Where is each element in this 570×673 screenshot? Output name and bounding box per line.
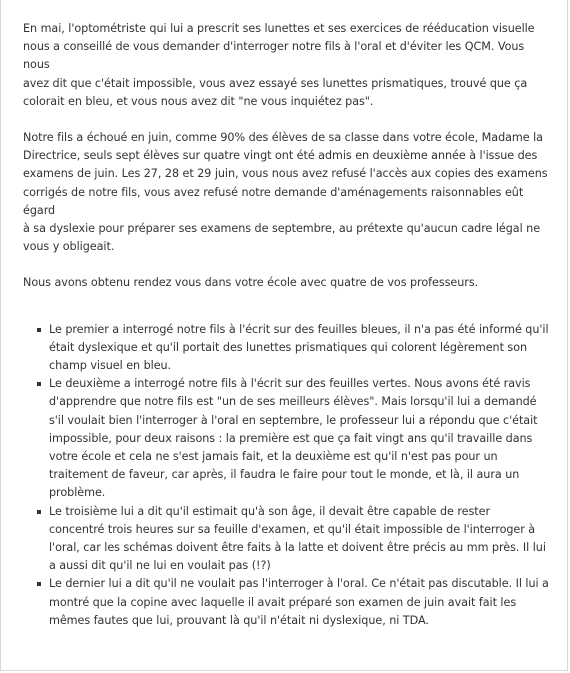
bullet-icon <box>37 382 41 386</box>
list-item <box>23 321 551 376</box>
list-item <box>23 503 551 576</box>
paragraph-optometrist: En mai, l'optométriste qui lui a prescrit ses lunettes et ses exercices de rééducation visuelle nous a conseillé de vous demander d'interroger notre fils à l'oral et d'éviter les QCM. Vous nous avez dit que c'était impossible, vous avez essayé ses lunettes prismatiques, trouvé que ça colorait en bleu, et vous nous avez dit "ne vous inquiétez pas". <box>23 22 535 108</box>
bullet-icon <box>37 328 41 332</box>
professors-list <box>23 321 551 630</box>
list-item <box>23 575 551 630</box>
bullet-icon <box>37 582 41 586</box>
list-item-text: Le troisième lui a dit qu'il estimait qu'à son âge, il devait être capable de rester concentré trois heures sur sa feuille d'examen, et qu'il était impossible de l'interroger à l'oral, car les schémas doivent être faits à la latte et doivent être précis au mm près. Il lui a aussi dit qu'il ne lui en voulait pas (!?) <box>49 504 546 573</box>
list-item-text: Le dernier lui a dit qu'il ne voulait pas l'interroger à l'oral. Ce n'était pas discutable. Il lui a montré que la copine avec laquelle il avait préparé son examen de juin avait fait les mêmes fautes que lui, prouvant là qu'il n'était ni dyslexique, ni TDA. <box>49 577 549 627</box>
letter-body <box>23 20 551 630</box>
list-item-text: Le deuxième a interrogé notre fils à l'écrit sur des feuilles vertes. Nous avons été ravis d'apprendre que notre fils est "un de ses meilleurs élèves". Mais lorsqu'il lui a demandé s'il voulait bien l'interroger à l'oral en septembre, le professeur lui a répondu que c'était impossible, pour deux raisons : la première est que ça fait vingt ans qu'il travaille dans votre école et cela ne s'est jamais fait, et la deuxième est qu'il n'est pas pour un traitement de faveur, car après, il faudra le faire pour tout le monde, et là, il aura un problème. <box>49 377 538 500</box>
bullet-icon <box>37 510 41 514</box>
list-item-text: Le premier a interrogé notre fils à l'écrit sur des feuilles bleues, il n'a pas été informé qu'il était dyslexique et qu'il portait des lunettes prismatiques qui colorent légèrement son champ visuel en bleu. <box>49 322 549 373</box>
list-item <box>23 375 551 502</box>
paragraph-meeting: Nous avons obtenu rendez vous dans votre école avec quatre de vos professeurs. <box>23 276 479 290</box>
paragraph-june-failure: Notre fils a échoué en juin, comme 90% des élèves de sa classe dans votre école, Madame la Directrice, seuls sept élèves sur quatre vingt ont été admis en deuxième année à l'issue des examens de juin. Les 27, 28 et 29 juin, vous nous avez refusé l'accès aux copies des examens corrigés de notre fils, vous avez refusé notre demande d'aménagements raisonnables eût égard à sa dyslexie pour préparer ses examens de septembre, au prétexte qu'aucun cadre légal ne vous y obligeait. <box>23 131 548 254</box>
